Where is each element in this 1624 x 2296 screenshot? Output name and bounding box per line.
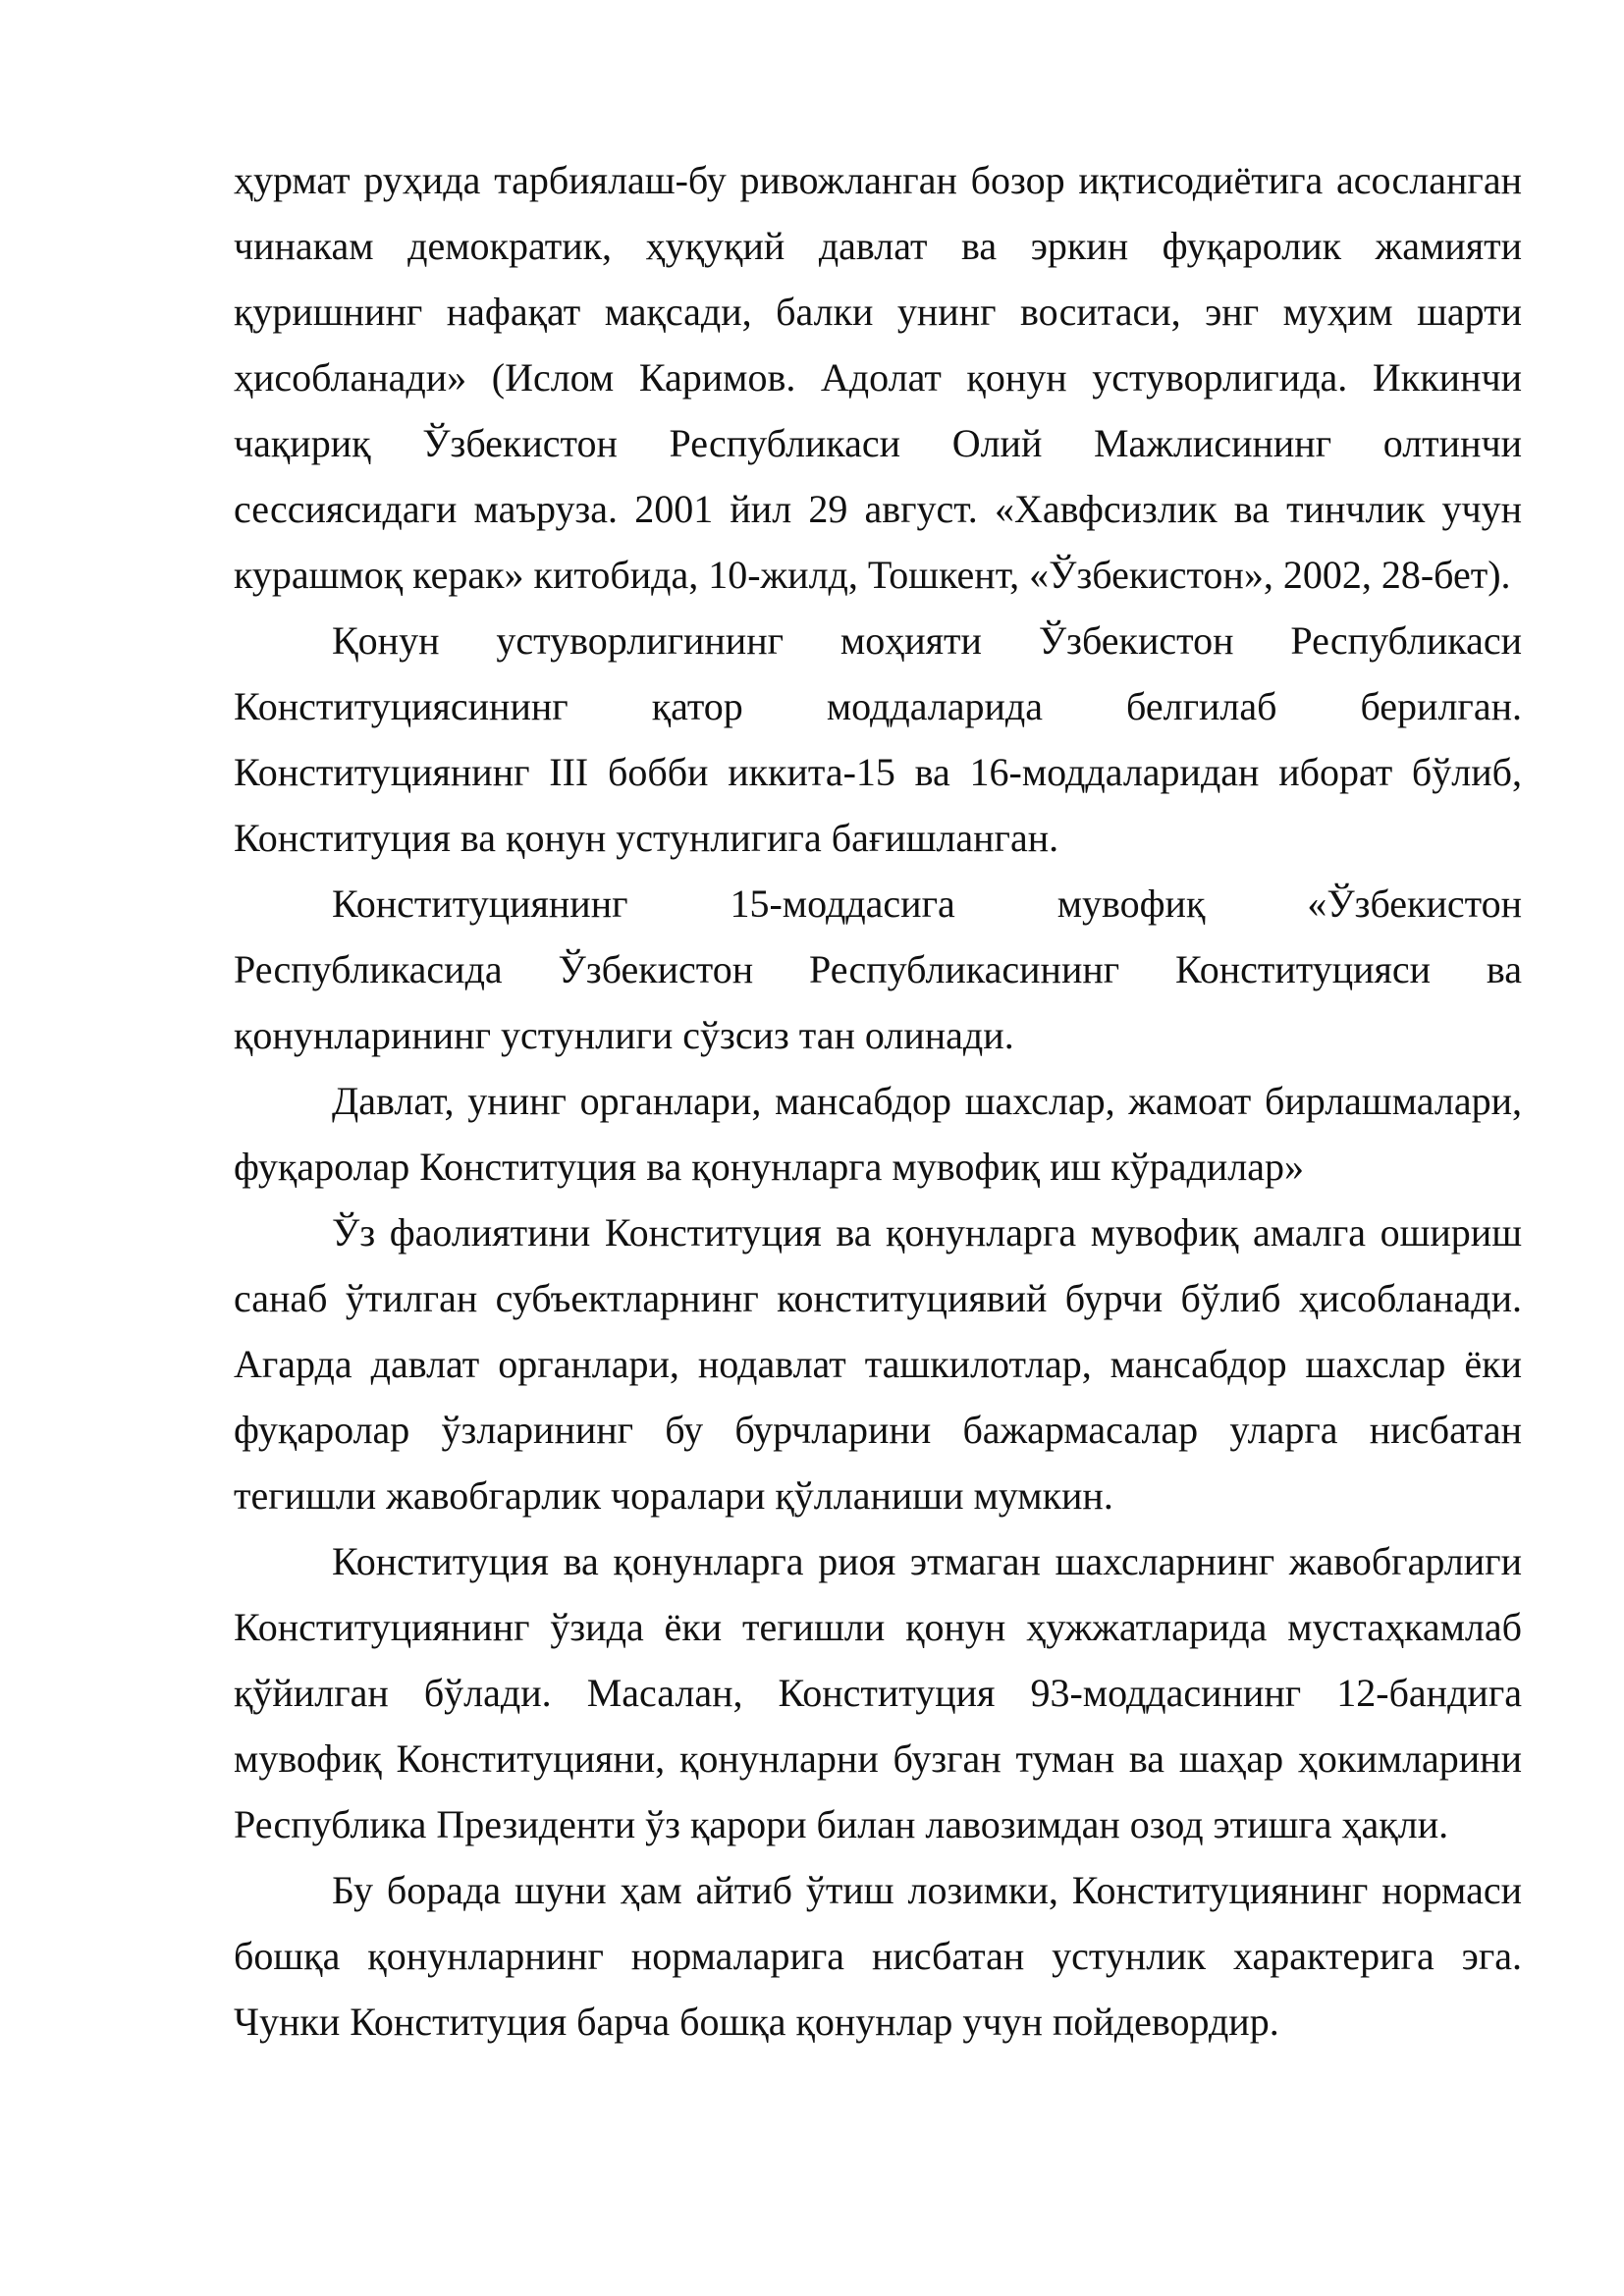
paragraph-1-continuation: ҳурмат руҳида тарбиялаш-бу ривожланган бозор иқтисодиётига асосланган чинакам демократик, ҳуқуқий давлат ва эркин фуқаролик жамияти қуришнинг нафақат мақсади, балки унинг воситаси, энг муҳим шарти ҳисобланади» (Ислом Каримов. Адолат қонун устуворлигида. Иккинчи чақириқ Ўзбекистон Республикаси Олий Мажлисининг олтинчи сессиясидаги маъруза. 2001 йил 29 август. «Хавфсизлик ва тинчлик учун курашмоқ керак» китобида, 10-жилд, Тошкент, «Ўзбекистон», 2002, 28-бет). bbox=[234, 158, 1522, 597]
paragraph-5: Ўз фаолиятини Конституция ва қонунларга мувофиқ амалга ошириш санаб ўтилган субъектларнинг конституциявий бурчи бўлиб ҳисобланади. Агарда давлат органлари, нодавлат ташкилотлар, мансабдор шахслар ёки фуқаролар ўзларининг бу бурчларини бажармасалар уларга нисбатан тегишли жавобгарлик чоралари қўлланиши мумкин. bbox=[234, 1210, 1522, 1518]
paragraph-2: Қонун устуворлигининг моҳияти Ўзбекистон Республикаси Конституциясининг қатор моддаларида белгилаб берилган. Конституциянинг III бобби иккита-15 ва 16-моддаларидан иборат бўлиб, Конституция ва қонун устунлигига бағишланган. bbox=[234, 618, 1522, 860]
paragraph-6: Конституция ва қонунларга риоя этмаган шахсларнинг жавобгарлиги Конституциянинг ўзида ёки тегишли қонун ҳужжатларида мустаҳкамлаб қўйилган бўлади. Масалан, Конституция 93-моддасининг 12-бандига мувофиқ Конституцияни, қонунларни бузган туман ва шаҳар ҳокимларини Республика Президенти ўз қарори билан лавозимдан озод этишга ҳақли. bbox=[234, 1539, 1522, 1846]
paragraph-4: Давлат, унинг органлари, мансабдор шахслар, жамоат бирлашмалари, фуқаролар Конституция ва қонунларга мувофиқ иш кўрадилар» bbox=[234, 1079, 1522, 1189]
paragraph-7: Бу борада шуни ҳам айтиб ўтиш лозимки, Конституциянинг нормаси бошқа қонунларнинг нормаларига нисбатан устунлик характерига эга. Чунки Конституция барча бошқа қонунлар учун пойдевордир. bbox=[234, 1868, 1522, 2044]
document-page bbox=[234, 147, 1522, 2055]
paragraph-3: Конституциянинг 15-моддасига мувофиқ «Ўзбекистон Республикасида Ўзбекистон Республикасининг Конституцияси ва қонунларининг устунлиги сўзсиз тан олинади. bbox=[234, 881, 1522, 1057]
